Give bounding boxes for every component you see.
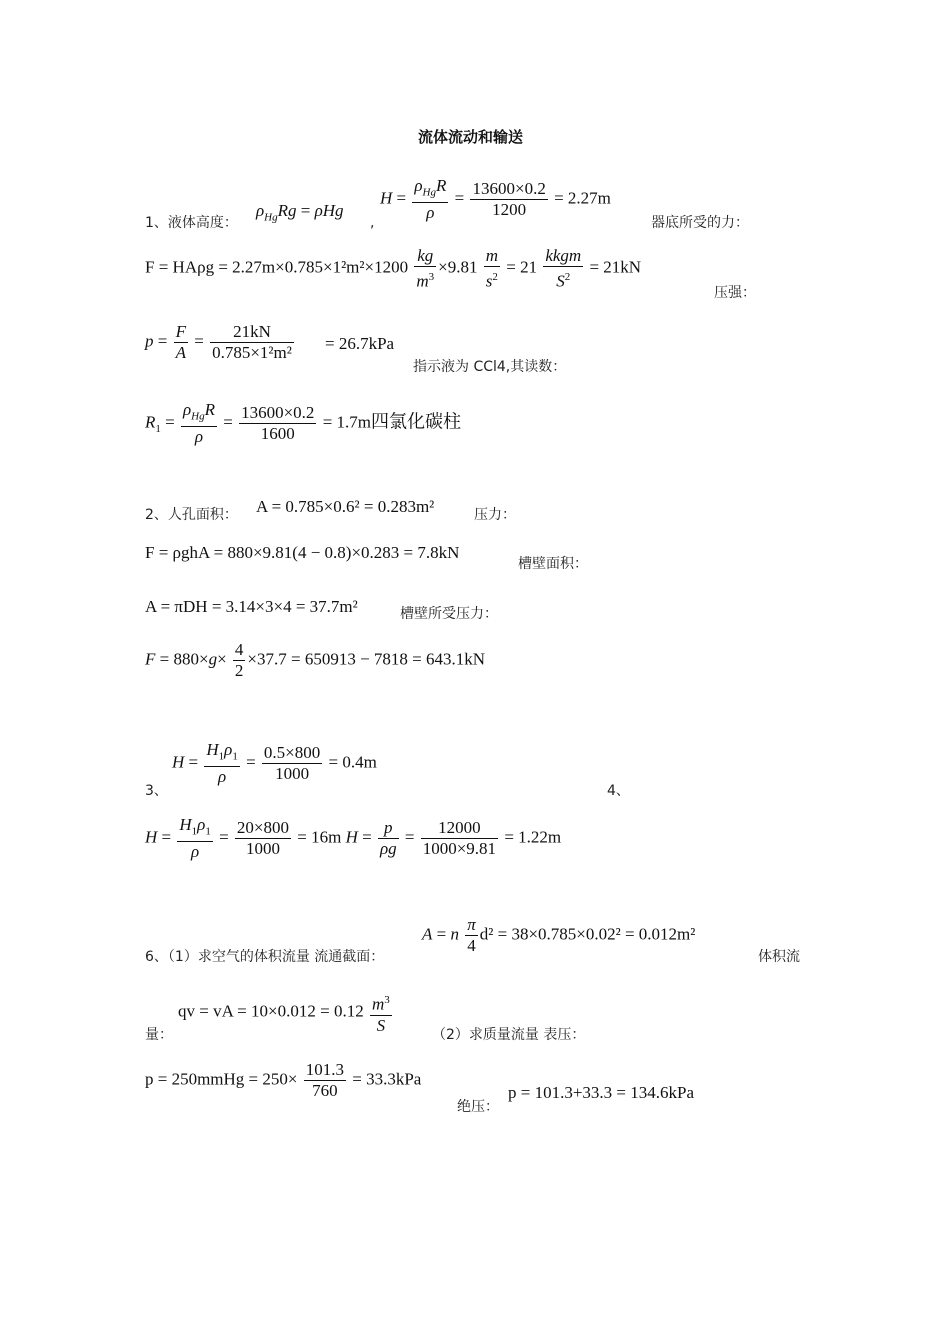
p4-prefix: 4、 bbox=[607, 783, 630, 799]
p6-prefix: 6、（1）求空气的体积流量 流通截面： bbox=[145, 949, 385, 965]
h4b-result: = 1.22m bbox=[504, 827, 562, 847]
p1-r1-eq: $R_1$ = $\frac{\rho_{Hg}R}{\rho}$ = $\frac{13600\times 0.2}{1600}$ = 1.7m四氯化碳柱 bbox=[145, 400, 461, 447]
p6-area-eq: A = n $\frac{\pi}{4}$ d² = 38×0.785×0.02² = 0.012m² bbox=[422, 915, 696, 955]
f-line: F = HAρg = 2.27m×0.785×1²m²×1200 bbox=[145, 257, 409, 277]
qv-line: qv = vA = 10×0.012 = 0.12 bbox=[178, 1001, 364, 1021]
p2-wall-area-eq: A = πDH = 3.14×3×4 = 37.7m² bbox=[145, 597, 358, 616]
h4-mid: = 16m bbox=[297, 827, 342, 847]
p3-prefix: 3、 bbox=[145, 783, 168, 799]
r1-den: 1600 bbox=[260, 424, 295, 444]
p6-head: p = 250mmHg = 250× bbox=[145, 1069, 298, 1089]
p2-force-eq: F = ρghA = 880×9.81(4 − 0.8)×0.283 = 7.8kN bbox=[145, 543, 460, 562]
p2-wallforce-eq: F = 880×g× $\frac{4}{2}$ ×37.7 = 650913 − 7818 = 643.1kN bbox=[145, 640, 486, 680]
p1-comma: , bbox=[370, 215, 375, 231]
p6-den: 760 bbox=[312, 1081, 338, 1100]
r1-result: = 1.7m bbox=[322, 412, 371, 432]
h-den: 1200 bbox=[492, 200, 527, 220]
p4-eq: H = $\frac{H_1\rho_1}{\rho}$ = $\frac{20\times 800}{1000}$ = 16m H = $\frac{p}{\rho g}$ = $\frac{12000}{1000\times 9.81}$ = 1.22m bbox=[145, 815, 562, 862]
p1-eq-rho: $\rho_{Hg}Rg = \rho Hg$ bbox=[256, 201, 344, 224]
r1-num: 13600×0.2 bbox=[241, 403, 315, 423]
h4b-num: 12000 bbox=[421, 818, 498, 839]
h4b-den: 1000×9.81 bbox=[422, 839, 497, 859]
p3-eq: H = $\frac{H_1\rho_1}{\rho}$ = $\frac{0.5\times 800}{1000}$ = 0.4m bbox=[172, 740, 377, 787]
h3-num: 0.5×800 bbox=[263, 743, 321, 763]
p6-result: = 33.3kPa bbox=[352, 1069, 422, 1089]
p2-prefix: 2、人孔面积： bbox=[145, 507, 238, 523]
h3-den: 1000 bbox=[275, 764, 310, 784]
p2-pressure-label: 压力： bbox=[474, 507, 516, 523]
p6-abs-eq: p = 101.3+33.3 = 134.6kPa bbox=[508, 1083, 695, 1102]
r1-ccl4-label: 四氯化碳柱 bbox=[371, 411, 461, 433]
p6-volflow-label-2: 量： bbox=[145, 1027, 173, 1043]
p1-force-eq: F = HAρg = 2.27m×0.785×1²m²×1200 $\frac{kg}{m^3}$ ×9.81 $\frac{m}{s^2}$ = 21 $\frac{\text{kkgm}}{S^2}$ = 21kN bbox=[145, 246, 642, 291]
p-num: 21kN bbox=[210, 322, 294, 343]
p6-mass-label: （2）求质量流量 表压： bbox=[432, 1027, 586, 1043]
p1-prefix: 1、液体高度： bbox=[145, 215, 238, 231]
p6-qv-eq: qv = vA = 10×0.012 = 0.12 $\frac{m^3}{S}$ bbox=[178, 990, 394, 1036]
p-den: 0.785×1²m² bbox=[212, 343, 292, 362]
p1-eq-height: H = $\frac{\rho_{Hg}R}{\rho}$ = $\frac{13600\times 0.2}{1200}$ = 2.27m bbox=[380, 176, 611, 223]
p1-force-label: 器底所受的力： bbox=[651, 215, 749, 231]
p-result: = 26.7kPa bbox=[325, 334, 395, 353]
p6-abs-label: 绝压： bbox=[457, 1099, 499, 1115]
p6-gauge-eq bbox=[145, 1060, 421, 1101]
p1-indicator-label: 指示液为 CCl4,其读数： bbox=[413, 359, 567, 375]
page-title: 流体流动和输送 bbox=[418, 128, 524, 146]
p2-wallforce-label: 槽壁所受压力： bbox=[400, 606, 498, 622]
f3-tail: ×37.7 = 650913 − 7818 = 643.1kN bbox=[247, 649, 486, 669]
h-num: 13600×0.2 bbox=[472, 179, 546, 199]
a6-tail: d² = 38×0.785×0.02² = 0.012m² bbox=[479, 924, 696, 944]
h4-num: 20×800 bbox=[236, 818, 290, 838]
p1-pressure-label: 压强： bbox=[714, 285, 756, 301]
p6-num: 101.3 bbox=[305, 1060, 344, 1079]
h-result: = 2.27m bbox=[554, 188, 611, 208]
p1-pressure-eq: p = $\frac{F}{A}$ = $\frac{21kN}{\text{0.785×1²m²}}$ bbox=[145, 322, 292, 362]
h4-den: 1000 bbox=[245, 839, 280, 859]
h3-result: = 0.4m bbox=[328, 752, 377, 772]
p2-area-eq: A = 0.785×0.6² = 0.283m² bbox=[256, 497, 435, 516]
f-result: = 21kN bbox=[589, 257, 642, 277]
p6-volflow-label-1: 体积流 bbox=[758, 949, 800, 965]
p2-area-label: 槽壁面积： bbox=[518, 556, 588, 572]
